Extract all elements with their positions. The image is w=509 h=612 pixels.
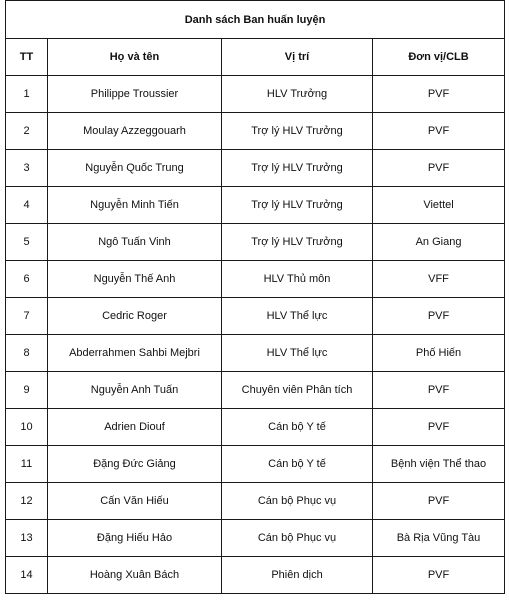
cell-tt: 11	[6, 446, 48, 483]
cell-tt: 7	[6, 298, 48, 335]
table-row	[6, 261, 505, 298]
cell-name: Đặng Hiếu Hảo	[48, 520, 222, 557]
cell-name: Abderrahmen Sahbi Mejbri	[48, 335, 222, 372]
cell-tt: 14	[6, 557, 48, 594]
cell-unit: VFF	[373, 261, 505, 298]
header-unit: Đơn vị/CLB	[373, 39, 505, 76]
table-title-row	[6, 1, 505, 39]
cell-tt: 3	[6, 150, 48, 187]
cell-position: Cán bộ Y tế	[222, 446, 373, 483]
table-row	[6, 409, 505, 446]
table-row	[6, 446, 505, 483]
table-row	[6, 150, 505, 187]
cell-position: HLV Thủ môn	[222, 261, 373, 298]
cell-name: Nguyễn Quốc Trung	[48, 150, 222, 187]
cell-name: Nguyễn Thế Anh	[48, 261, 222, 298]
cell-tt: 6	[6, 261, 48, 298]
cell-name: Philippe Troussier	[48, 76, 222, 113]
cell-unit: PVF	[373, 372, 505, 409]
header-tt: TT	[6, 39, 48, 76]
cell-name: Nguyễn Anh Tuấn	[48, 372, 222, 409]
cell-unit: An Giang	[373, 224, 505, 261]
header-name: Họ và tên	[48, 39, 222, 76]
cell-tt: 9	[6, 372, 48, 409]
cell-position: HLV Thể lực	[222, 335, 373, 372]
cell-unit: Phố Hiến	[373, 335, 505, 372]
cell-tt: 2	[6, 113, 48, 150]
cell-position: Trợ lý HLV Trưởng	[222, 224, 373, 261]
table-row	[6, 224, 505, 261]
cell-name: Cấn Văn Hiếu	[48, 483, 222, 520]
cell-position: Cán bộ Phục vụ	[222, 483, 373, 520]
table-row	[6, 113, 505, 150]
table-row	[6, 372, 505, 409]
table-row	[6, 483, 505, 520]
cell-unit: PVF	[373, 298, 505, 335]
cell-position: Trợ lý HLV Trưởng	[222, 187, 373, 224]
cell-name: Hoàng Xuân Bách	[48, 557, 222, 594]
cell-tt: 1	[6, 76, 48, 113]
cell-position: Trợ lý HLV Trưởng	[222, 150, 373, 187]
cell-position: Cán bộ Phục vụ	[222, 520, 373, 557]
cell-unit: PVF	[373, 76, 505, 113]
cell-name: Moulay Azzeggouarh	[48, 113, 222, 150]
cell-position: Trợ lý HLV Trưởng	[222, 113, 373, 150]
staff-table	[5, 0, 505, 594]
cell-position: Cán bộ Y tế	[222, 409, 373, 446]
cell-tt: 12	[6, 483, 48, 520]
cell-tt: 5	[6, 224, 48, 261]
cell-name: Cedric Roger	[48, 298, 222, 335]
table-row	[6, 520, 505, 557]
table-row	[6, 557, 505, 594]
header-position: Vị trí	[222, 39, 373, 76]
table-body	[6, 76, 505, 594]
cell-unit: PVF	[373, 409, 505, 446]
cell-unit: PVF	[373, 150, 505, 187]
cell-unit: Viettel	[373, 187, 505, 224]
table-title: Danh sách Ban huấn luyện	[6, 1, 505, 39]
cell-unit: PVF	[373, 113, 505, 150]
cell-unit: PVF	[373, 483, 505, 520]
cell-unit: Bà Rịa Vũng Tàu	[373, 520, 505, 557]
table-header-row	[6, 39, 505, 76]
cell-name: Đặng Đức Giảng	[48, 446, 222, 483]
table-row	[6, 187, 505, 224]
cell-tt: 10	[6, 409, 48, 446]
cell-tt: 13	[6, 520, 48, 557]
table-row	[6, 298, 505, 335]
cell-tt: 4	[6, 187, 48, 224]
cell-unit: PVF	[373, 557, 505, 594]
cell-unit: Bệnh viện Thể thao	[373, 446, 505, 483]
cell-name: Nguyễn Minh Tiến	[48, 187, 222, 224]
cell-position: HLV Thể lực	[222, 298, 373, 335]
cell-tt: 8	[6, 335, 48, 372]
cell-position: Chuyên viên Phân tích	[222, 372, 373, 409]
table-row	[6, 76, 505, 113]
cell-position: Phiên dịch	[222, 557, 373, 594]
cell-name: Adrien Diouf	[48, 409, 222, 446]
staff-table-container	[5, 0, 504, 610]
table-row	[6, 335, 505, 372]
cell-name: Ngô Tuấn Vinh	[48, 224, 222, 261]
cell-position: HLV Trưởng	[222, 76, 373, 113]
